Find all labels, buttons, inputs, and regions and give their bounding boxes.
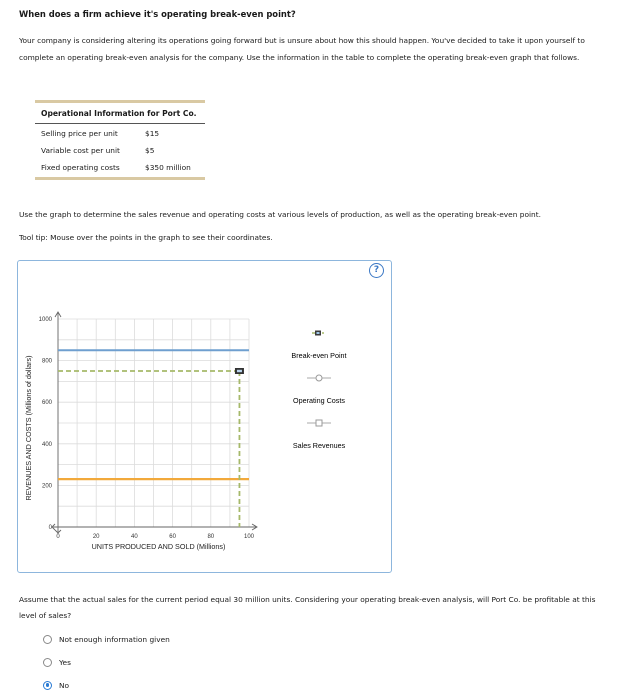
option-yes[interactable] [43, 658, 71, 668]
help-icon[interactable]: ? [369, 263, 384, 278]
tooltip-hint: Tool tip: Mouse over the points in the graph to see their coordinates. [19, 233, 273, 242]
y-tick-label: 0 [48, 525, 52, 531]
table-title: Operational Information for Port Co. [41, 109, 197, 118]
y-tick-labels [39, 317, 53, 531]
legend [291, 331, 346, 451]
break-even-point-marker-inner [237, 370, 242, 372]
table-row-value: $5 [145, 146, 155, 155]
followup-question: Assume that the actual sales for the current period equal 30 million units. Considering your operating break-even analysis, will Port Co. be profitable at this level of sales? [19, 595, 596, 620]
question-intro: Your company is considering altering its operations going forward but is unsure about how this should happen. You've decided to take it upon yourself to complete an operating break-even analysis for the company. Use the information in the table to complete the operating break-even graph that follows. [19, 36, 585, 62]
radio-button-selected[interactable] [43, 681, 52, 690]
option-label: Not enough information given [59, 635, 170, 644]
legend-operating-costs-label: Operating Costs [293, 396, 345, 405]
x-tick-label: 40 [131, 534, 138, 540]
option-not-enough-info[interactable] [43, 635, 170, 645]
legend-operating-costs-marker[interactable] [307, 375, 331, 381]
x-axis-label: UNITS PRODUCED AND SOLD (Millions) [91, 542, 226, 551]
x-tick-label: 20 [92, 534, 100, 540]
x-tick-label: 60 [169, 534, 176, 540]
legend-break-even-label: Break-even Point [291, 351, 347, 360]
question-title: When does a firm achieve it's operating break-even point? [19, 9, 296, 19]
table-row-value: $15 [145, 129, 160, 138]
chart-axes [52, 312, 257, 533]
graph-instructions: Use the graph to determine the sales revenue and operating costs at various levels of production, as well as the operating break-even point. [19, 210, 541, 219]
x-tick-label: 80 [207, 534, 215, 540]
y-tick-label: 600 [41, 400, 52, 407]
y-axis-label: REVENUES AND COSTS (Millions of dollars) [24, 355, 33, 501]
legend-sales-revenues-label: Sales Revenues [292, 441, 346, 450]
x-tick-labels [56, 534, 254, 540]
y-tick-label: 800 [41, 358, 52, 365]
legend-sales-revenues-marker[interactable] [307, 420, 331, 426]
table-row-label: Fixed operating costs [41, 163, 120, 172]
option-no[interactable] [43, 681, 69, 691]
y-tick-label: 1000 [38, 317, 52, 323]
x-tick-label: 0 [56, 534, 60, 540]
y-tick-label: 200 [41, 483, 52, 490]
table-row-label: Selling price per unit [41, 129, 118, 138]
y-tick-label: 400 [41, 441, 52, 448]
option-label: Yes [59, 658, 71, 667]
x-tick-label: 100 [243, 534, 255, 540]
table-row-value: $350 million [145, 163, 191, 172]
radio-button[interactable] [43, 658, 52, 667]
radio-button[interactable] [43, 635, 52, 644]
table-row-label: Variable cost per unit [41, 146, 120, 155]
option-label: No [59, 681, 70, 690]
legend-break-even-marker[interactable] [312, 331, 324, 336]
